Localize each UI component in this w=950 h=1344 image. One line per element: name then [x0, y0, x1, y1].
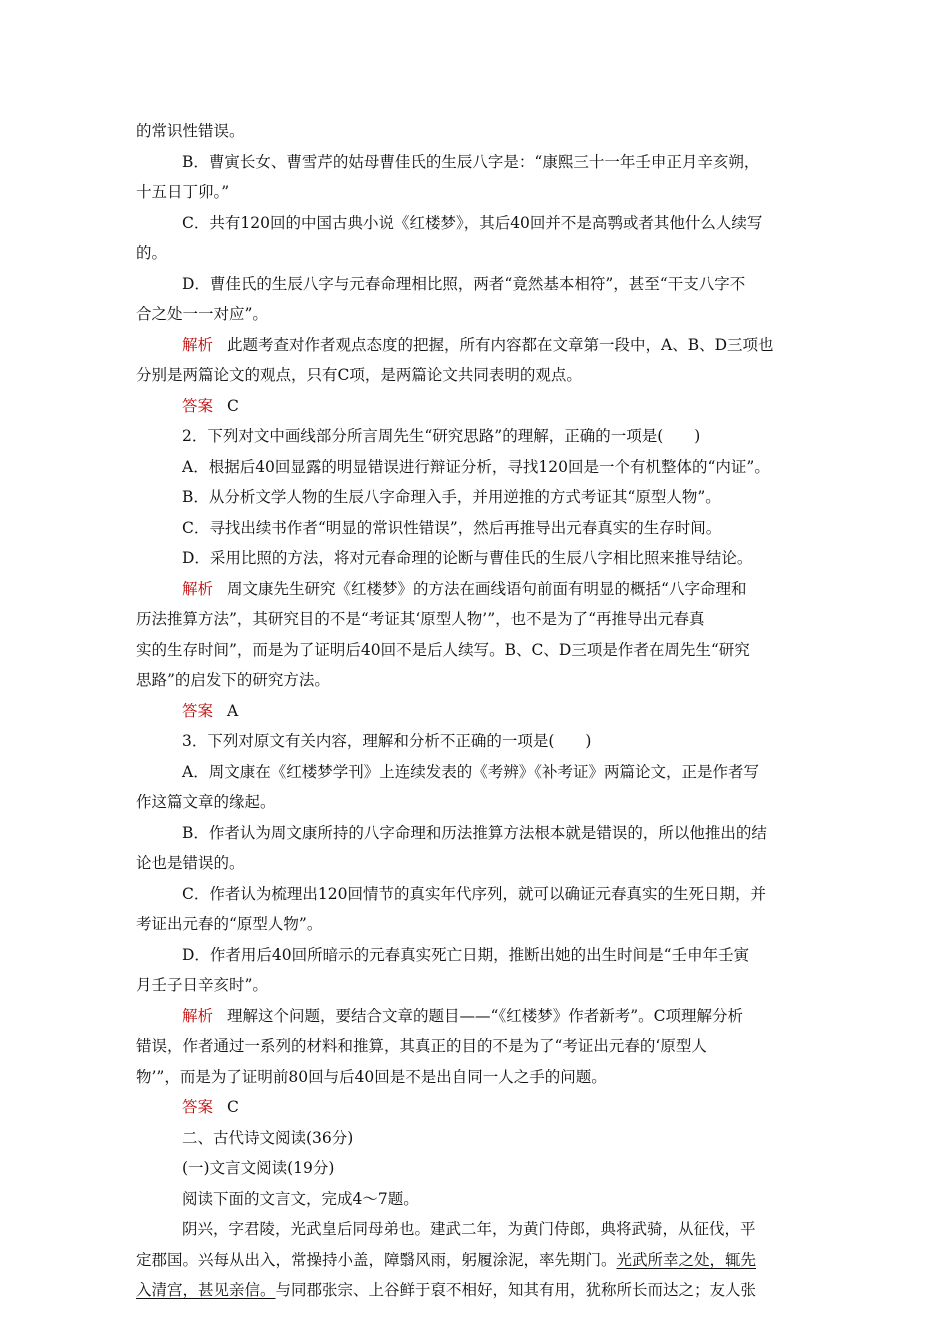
passage-line: [136, 1250, 816, 1270]
option-d: D．采用比照的方法，将对元春命理的论断与曹佳氏的生辰八字相比照来推导结论。: [182, 549, 753, 567]
underlined-text: 入清宫，甚见亲信。: [136, 1281, 276, 1299]
option-b: B．曹寅长女、曹雪芹的姑母曹佳氏的生辰八字是：“康熙三十一年壬申正月辛亥朔，: [182, 153, 760, 171]
option-b: B．从分析文学人物的生辰八字命理入手，并用逆推的方式考证其“原型人物”。: [182, 488, 721, 506]
option-a: A．周文康在《红楼梦学刊》上连续发表的《考辨》《补考证》两篇论文，正是作者写: [182, 763, 759, 781]
passage-line: 阴兴，字君陵，光武皇后同母弟也。建武二年，为黄门侍郎，典将武骑，从征伐，平: [182, 1220, 756, 1238]
text-line: 物’”，而是为了证明前80回与后40回是不是出自同一人之手的问题。: [136, 1068, 607, 1086]
analysis-label: 解析: [182, 336, 214, 354]
text-line: 合之处一一对应”。: [136, 305, 268, 323]
text-line: 十五日丁卯。”: [136, 183, 230, 201]
text-line: 历法推算方法”，其研究目的不是“考证其‘原型人物’”，也不是为了“再推导出元春真: [136, 610, 705, 628]
analysis-text: 此题考查对作者观点态度的把握，所有内容都在文章第一段中，A、B、D三项也: [227, 336, 774, 354]
answer-line: [182, 1097, 862, 1117]
section-heading: 二、古代诗文阅读(36分): [182, 1129, 354, 1147]
option-c: C．寻找出续书作者“明显的常识性错误”，然后再推导出元春真实的生存时间。: [182, 519, 722, 537]
text-line: 作这篇文章的缘起。: [136, 793, 276, 811]
text-line: 实的生存时间”，而是为了证明后40回不是后人续写。B、C、D三项是作者在周先生“研究: [136, 641, 750, 659]
instruction: 阅读下面的文言文，完成4～7题。: [182, 1190, 419, 1208]
text-line: 错误，作者通过一系列的材料和推算，其真正的目的不是为了“考证出元春的‘原型人: [136, 1037, 707, 1055]
option-d: D．曹佳氏的生辰八字与元春命理相比照，两者“竟然基本相符”，甚至“干支八字不: [182, 275, 746, 293]
answer-label: 答案: [182, 702, 214, 720]
answer-line: [182, 701, 862, 721]
analysis-line: [182, 335, 862, 355]
answer-value: C: [227, 397, 239, 415]
text-line: 分别是两篇论文的观点，只有C项，是两篇论文共同表明的观点。: [136, 366, 582, 384]
option-c: C．作者认为梳理出120回情节的真实年代序列，就可以确证元春真实的生死日期，并: [182, 885, 766, 903]
option-d: D．作者用后40回所暗示的元春真实死亡日期，推断出她的出生时间是“壬申年壬寅: [182, 946, 750, 964]
analysis-text: 周文康先生研究《红楼梦》的方法在画线语句前面有明显的概括“八字命理和: [227, 580, 747, 598]
text-line: 考证出元春的“原型人物”。: [136, 915, 323, 933]
answer-value: C: [227, 1098, 239, 1116]
subsection-heading: (一)文言文阅读(19分): [182, 1159, 335, 1177]
option-c: C．共有120回的中国古典小说《红楼梦》，其后40回并不是高鹗或者其他什么人续写: [182, 214, 763, 232]
text-line: 的。: [136, 244, 168, 262]
underlined-text: 光武所幸之处，辄先: [616, 1251, 757, 1269]
passage-line: [136, 1280, 816, 1300]
question-3: 3．下列对原文有关内容，理解和分析不正确的一项是( ): [182, 732, 592, 750]
analysis-text: 理解这个问题，要结合文章的题目——“《红楼梦》作者新考”。C项理解分析: [227, 1007, 743, 1025]
analysis-label: 解析: [182, 1007, 214, 1025]
answer-label: 答案: [182, 1098, 214, 1116]
answer-value: A: [227, 702, 239, 720]
answer-line: [182, 396, 862, 416]
option-b: B．作者认为周文康所持的八字命理和历法推算方法根本就是错误的，所以他推出的结: [182, 824, 767, 842]
answer-label: 答案: [182, 397, 214, 415]
option-a: A．根据后40回显露的明显错误进行辩证分析，寻找120回是一个有机整体的“内证”。: [182, 458, 770, 476]
analysis-line: [182, 579, 862, 599]
question-2: 2．下列对文中画线部分所言周先生“研究思路”的理解，正确的一项是( ): [182, 427, 701, 445]
passage-text: 与同郡张宗、上谷鲜于裒不相好，知其有用，犹称所长而达之；友人张: [275, 1281, 757, 1299]
analysis-label: 解析: [182, 580, 214, 598]
text-line: 论也是错误的。: [136, 854, 245, 872]
text-line: 思路”的启发下的研究方法。: [136, 671, 330, 689]
text-line: 月壬子日辛亥时”。: [136, 976, 268, 994]
analysis-line: [182, 1006, 862, 1026]
text-line: 的常识性错误。: [136, 122, 245, 140]
passage-text: 定郡国。兴每从出入，常操持小盖，障翳风雨，躬履涂泥，率先期门。: [136, 1251, 617, 1269]
